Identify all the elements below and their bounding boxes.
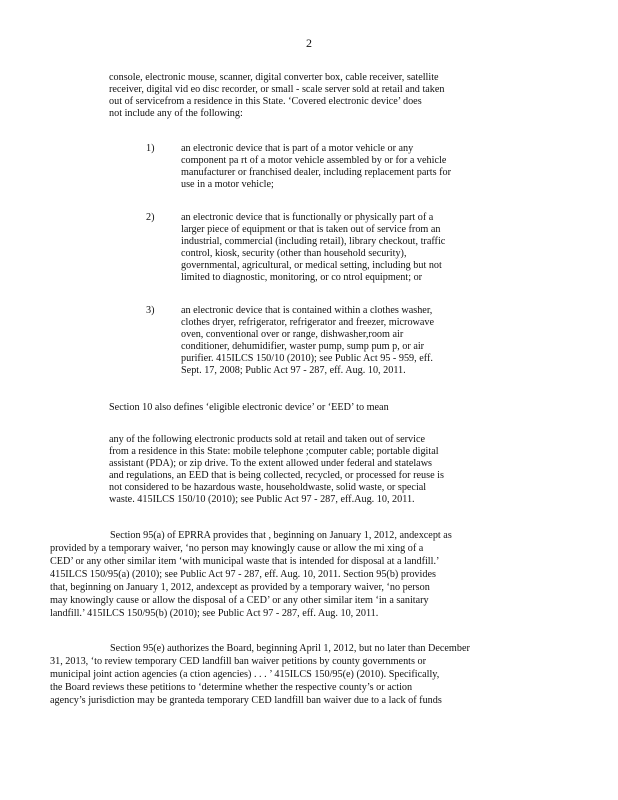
text-line: not considered to be hazardous waste, householdwaste, solid waste, or special	[109, 482, 427, 493]
text-line: console, electronic mouse, scanner, digital converter box, cable receiver, satellite	[109, 72, 439, 83]
text-line: receiver, digital vid eo disc recorder, or small - scale server sold at retail and taken	[109, 84, 445, 95]
text-line: limited to diagnostic, monitoring, or co ntrol equipment; or	[181, 272, 423, 283]
text-line: assistant (PDA); or zip drive. To the extent allowed under federal and statelaws	[109, 458, 433, 469]
text-line: Section 95(e) authorizes the Board, beginning April 1, 2012, but no later than December	[110, 643, 470, 654]
text-line: an electronic device that is part of a motor vehicle or any	[181, 143, 414, 154]
text-line: landfill.’ 415ILCS 150/95(b) (2010); see Public Act 97 - 287, eff. Aug. 10, 2011.	[50, 608, 379, 619]
text-line: and regulations, an EED that is being collected, recycled, or processed for reuse is	[109, 470, 444, 481]
list-item-number: 3)	[146, 305, 155, 316]
text-line: industrial, commercial (including retail), library checkout, traffic	[181, 236, 446, 247]
page-number: 2	[306, 36, 312, 50]
text-line: provided by a temporary waiver, ‘no person may knowingly cause or allow the mi xing of a	[50, 543, 424, 554]
list-item-number: 2)	[146, 212, 155, 223]
text-line: agency’s jurisdiction may be granteda temporary CED landfill ban waiver due to a lack of funds	[50, 695, 442, 706]
text-line: out of servicefrom a residence in this State. ‘Covered electronic device’ does	[109, 96, 422, 107]
text-line: not include any of the following:	[109, 108, 243, 119]
text-line: use in a motor vehicle;	[181, 179, 274, 190]
text-line: may knowingly cause or allow the disposal of a CED’ or any other similar item ‘in a sanitary	[50, 595, 429, 606]
text-line: 415ILCS 150/95(a) (2010); see Public Act 97 - 287, eff. Aug. 10, 2011. Section 95(b) provides	[50, 569, 436, 580]
text-line: any of the following electronic products sold at retail and taken out of service	[109, 434, 425, 445]
text-line: from a residence in this State: mobile telephone ;computer cable; portable digital	[109, 446, 439, 457]
text-line: control, kiosk, security (other than household security),	[181, 248, 407, 259]
text-line: CED’ or any other similar item ‘with municipal waste that is intended for disposal at a landfill.’	[50, 556, 440, 567]
text-line: manufacturer or franchised dealer, including replacement parts for	[181, 167, 451, 178]
list-item-number: 1)	[146, 143, 155, 154]
text-line: oven, conventional over or range, dishwasher,room air	[181, 329, 404, 340]
text-line: an electronic device that is functionally or physically part of a	[181, 212, 434, 223]
text-line: the Board reviews these petitions to ‘determine whether the respective county’s or action	[50, 682, 413, 693]
text-line: Sept. 17, 2008; Public Act 97 - 287, eff. Aug. 10, 2011.	[181, 365, 406, 376]
text-line: Section 95(a) of EPRRA provides that , beginning on January 1, 2012, andexcept as	[110, 530, 452, 541]
text-line: larger piece of equipment or that is taken out of service from an	[181, 224, 441, 235]
text-line: that, beginning on January 1, 2012, andexcept as provided by a temporary waiver, ‘no person	[50, 582, 430, 593]
text-line: governmental, agricultural, or medical setting, including but not	[181, 260, 442, 271]
text-line: purifier. 415ILCS 150/10 (2010); see Public Act 95 - 959, eff.	[181, 353, 433, 364]
text-line: 31, 2013, ‘to review temporary CED landfill ban waiver petitions by county governments or	[50, 656, 427, 667]
text-line: clothes dryer, refrigerator, refrigerator and freezer, microwave	[181, 317, 435, 328]
text-line: waste. 415ILCS 150/10 (2010); see Public Act 97 - 287, eff.Aug. 10, 2011.	[109, 494, 415, 505]
text-line: municipal joint action agencies (a ction agencies) . . . ’ 415ILCS 150/95(e) (2010). Specifically,	[50, 669, 440, 680]
text-line: component pa rt of a motor vehicle assembled by or for a vehicle	[181, 155, 447, 166]
text-line: an electronic device that is contained within a clothes washer,	[181, 305, 433, 316]
text-line: conditioner, dehumidifier, waster pump, sump pum p, or air	[181, 341, 425, 352]
section-10-intro: Section 10 also defines ‘eligible electronic device’ or ‘EED’ to mean	[109, 402, 389, 413]
